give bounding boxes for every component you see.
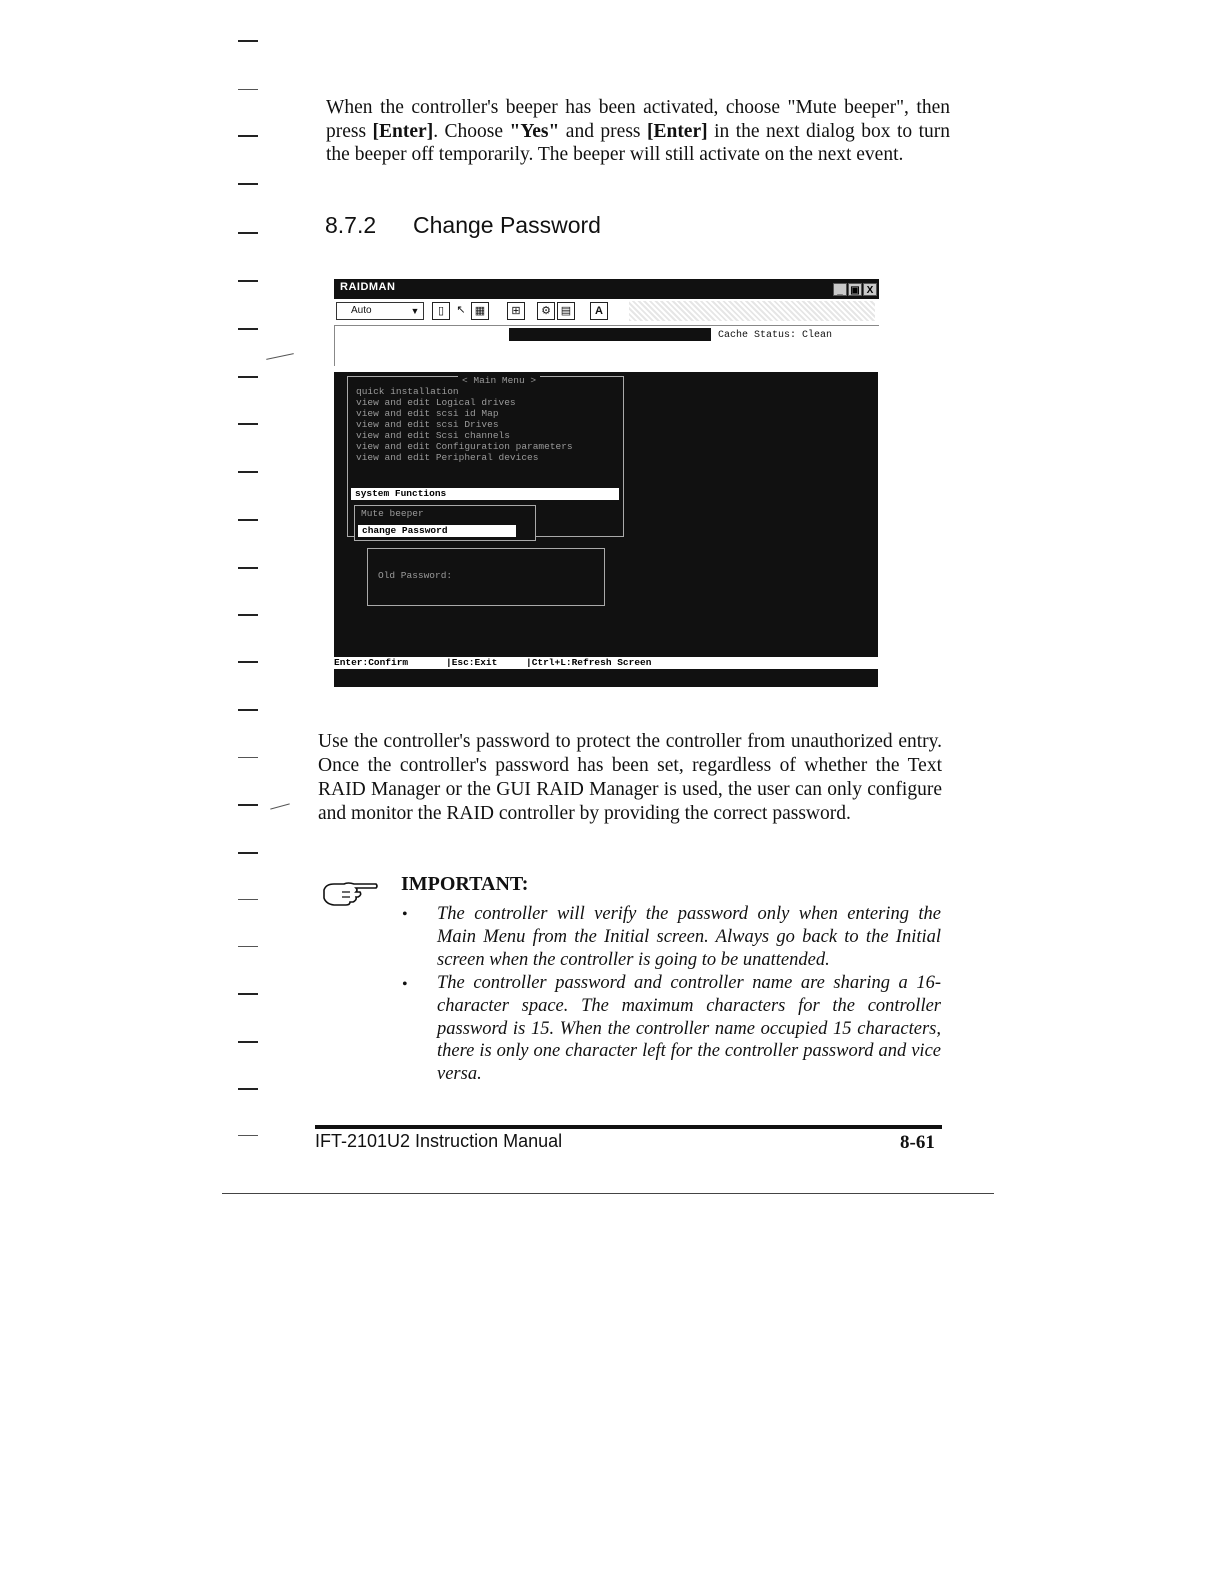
menu-item[interactable]: view and edit Configuration parameters <box>356 441 573 452</box>
footer-rule <box>315 1125 942 1129</box>
raidman-screenshot <box>334 279 879 687</box>
margin-mark <box>238 328 258 330</box>
minimize-button[interactable]: _ <box>833 283 847 296</box>
pointer-icon[interactable]: ↖ <box>452 302 470 320</box>
terminal-screen <box>334 372 878 687</box>
section-heading <box>325 212 601 239</box>
section-number: 8.7.2 <box>325 212 377 238</box>
properties-icon[interactable]: ⚙ <box>537 302 555 320</box>
window-title: RAIDMAN <box>340 281 396 293</box>
menu-item[interactable]: view and edit Scsi channels <box>356 430 510 441</box>
intro-text: and press <box>559 120 647 142</box>
margin-mark <box>238 946 258 947</box>
bullet-icon: • <box>402 976 408 993</box>
margin-mark <box>238 614 258 616</box>
margin-mark <box>238 757 258 758</box>
important-heading: IMPORTANT: <box>401 873 529 895</box>
margin-mark <box>238 804 258 806</box>
important-bullet: The controller will verify the password only when entering the Main Menu from the Initial screen. Always go back to the Initial screen when the controller is going to be unattended. <box>437 904 941 970</box>
margin-mark <box>238 183 258 185</box>
margin-mark <box>238 567 258 569</box>
margin-mark <box>238 709 258 711</box>
margin-mark <box>238 280 258 282</box>
margin-mark <box>238 661 258 663</box>
menu-item[interactable]: view and edit scsi id Map <box>356 408 499 419</box>
font-icon[interactable]: A <box>590 302 608 320</box>
margin-mark <box>238 899 258 900</box>
status-esc: |Esc:Exit <box>446 657 498 668</box>
intro-text: . Choose <box>433 120 510 142</box>
maximize-button[interactable]: ▣ <box>848 283 862 296</box>
menu-item[interactable]: view and edit scsi Drives <box>356 419 499 430</box>
margin-mark <box>238 1088 258 1090</box>
margin-mark <box>238 471 258 473</box>
margin-mark <box>238 40 258 42</box>
pointing-hand-icon <box>320 878 380 908</box>
margin-mark <box>238 519 258 521</box>
cache-status: Cache Status: Clean <box>718 330 833 341</box>
toolbar <box>334 299 879 326</box>
margin-mark <box>270 803 290 809</box>
close-button[interactable]: X <box>863 283 877 296</box>
intro-paragraph <box>326 96 950 167</box>
margin-mark <box>238 376 258 378</box>
margin-mark <box>266 353 294 360</box>
enter-key-label: [Enter] <box>646 120 708 142</box>
status-enter: Enter:Confirm <box>334 657 409 668</box>
terminal-status-bar <box>334 657 878 669</box>
combo-value: Auto <box>351 305 372 316</box>
yes-label: "Yes" <box>509 120 560 142</box>
margin-mark <box>238 852 258 854</box>
bottom-rule <box>222 1193 994 1194</box>
margin-mark <box>238 135 258 137</box>
enter-key-label: [Enter] <box>372 120 434 142</box>
margin-mark <box>238 423 258 425</box>
margin-mark <box>238 89 258 90</box>
fullscreen-icon[interactable]: ⊞ <box>507 302 525 320</box>
submenu-item[interactable]: Mute beeper <box>361 508 424 519</box>
intro-text: When the controller's beeper has been activated, choose "Mute beeper", then press <box>326 97 950 142</box>
manual-title: IFT-2101U2 Instruction Manual <box>315 1131 563 1151</box>
menu-item[interactable]: view and edit Logical drives <box>356 397 516 408</box>
paste-icon[interactable]: ▦ <box>471 302 489 320</box>
bullet-icon: • <box>402 906 408 923</box>
section-title: Change Password <box>413 212 601 238</box>
status-row <box>334 326 880 366</box>
password-prompt[interactable]: Old Password: <box>378 570 453 581</box>
system-functions-submenu <box>354 505 536 541</box>
intro-text: in the next dialog box to turn the beeper off temporarily. The beeper will still activate on the next event. <box>326 120 951 165</box>
window-controls <box>833 283 877 296</box>
font-size-combo[interactable] <box>336 302 424 320</box>
body-paragraph: Use the controller's password to protect the controller from unauthorized entry. Once the controller's password has been set, regardless of whether the Text RAID Manager or the GUI RAID Manager is used, the user can only configure and monitor the RAID controller by providing the correct password. <box>318 731 942 824</box>
margin-mark <box>238 232 258 234</box>
toolbar-pattern <box>629 301 875 321</box>
page-number: 8-61 <box>900 1132 935 1153</box>
menu-item[interactable]: view and edit Peripheral devices <box>356 452 539 463</box>
window-icon[interactable]: ▤ <box>557 302 575 320</box>
copy-icon[interactable]: ▯ <box>432 302 450 320</box>
window-titlebar <box>334 279 879 299</box>
margin-mark <box>238 1041 258 1043</box>
selected-menu-item[interactable]: system Functions <box>351 488 619 500</box>
password-dialog <box>367 548 605 606</box>
important-bullet: The controller password and controller name are sharing a 16-character space. The maximum characters for the controller password is 15. When the controller name occupied 15 characters, there is only one character left for the controller password and vice versa. <box>437 973 941 1085</box>
margin-mark <box>238 1135 258 1136</box>
margin-mark <box>238 993 258 995</box>
chevron-down-icon[interactable]: ▼ <box>410 306 420 316</box>
main-menu-title: < Main Menu > <box>458 375 540 386</box>
selected-submenu-item[interactable]: change Password <box>358 525 516 537</box>
menu-item[interactable]: quick installation <box>356 386 459 397</box>
status-bar-graphic <box>509 328 711 341</box>
status-refresh: |Ctrl+L:Refresh Screen <box>526 657 652 668</box>
